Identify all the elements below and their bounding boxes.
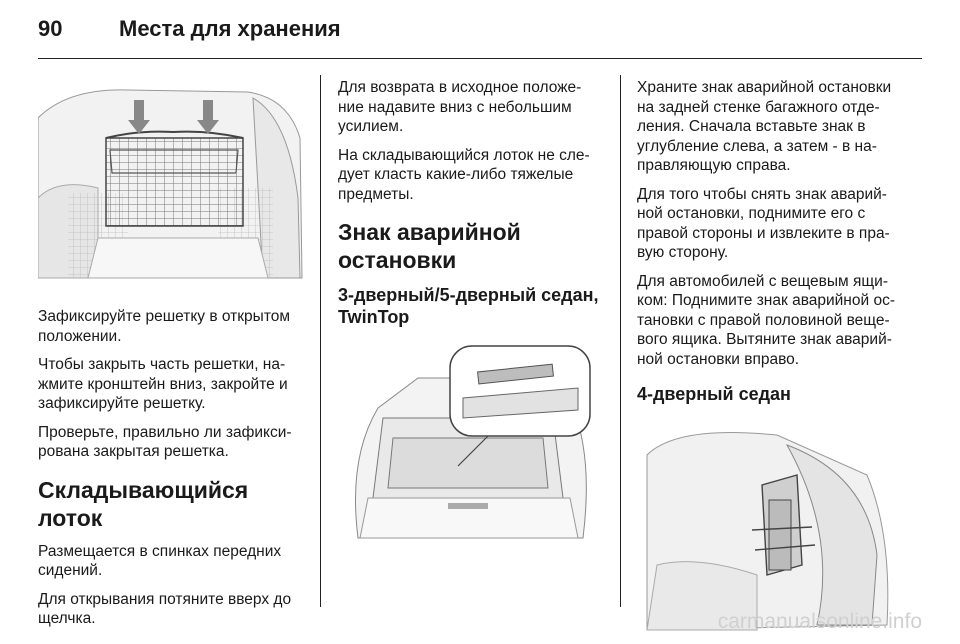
page-title: Места для хранения bbox=[119, 16, 341, 41]
subsection-heading: 4-дверный седан bbox=[637, 384, 791, 404]
column-3 bbox=[637, 78, 905, 644]
section-heading: Складывающийся лоток bbox=[38, 476, 249, 531]
page-number: 90 bbox=[38, 16, 63, 41]
paragraph: Храните знак аварийной остановки на задней стенке багажного отде-ления. Сначала вставьте знак в углубление слева, а затем - в на-правляющую справа. bbox=[637, 79, 892, 174]
paragraph: Размещается в спинках передних сидений. bbox=[38, 542, 282, 579]
paragraph: Чтобы закрыть часть решетки, на-жмите кронштейн вниз, закройте и зафиксируйте решетку. bbox=[38, 356, 288, 412]
paragraph: На складывающийся лоток не сле-дует класть какие-либо тяжелые предметы. bbox=[338, 146, 590, 203]
column-divider-1 bbox=[320, 75, 321, 607]
header-rule bbox=[38, 58, 922, 59]
paragraph: Зафиксируйте решетку в открытом положении. bbox=[38, 308, 291, 345]
paragraph: Для открывания потяните вверх до щелчка. bbox=[38, 590, 292, 627]
subsection-heading: 3-дверный/5-дверный седан, TwinTop bbox=[338, 285, 599, 327]
paragraph: Для автомобилей с вещевым ящи-ком: Поднимите знак аварийной ос-тановки с правой половиной веще-вого ящика. Вытяните знак аварий-ной остановки вправо. bbox=[637, 272, 895, 368]
column-1 bbox=[38, 78, 306, 638]
column-divider-2 bbox=[620, 75, 621, 607]
paragraph: Для возврата в исходное положе-ние надавите вниз с небольшим усилием. bbox=[338, 79, 582, 135]
column-2 bbox=[338, 78, 606, 553]
cargo-grille-illustration bbox=[38, 78, 304, 288]
watermark: carmanualsonline.info bbox=[717, 610, 922, 633]
sedan-trunk-warning-triangle-illustration bbox=[637, 415, 899, 639]
paragraph: Для того чтобы снять знак аварий-ной остановки, поднимите его с правой стороны и извлеките в пра-вую сторону. bbox=[637, 185, 890, 261]
section-heading: Знак аварийной остановки bbox=[338, 219, 521, 273]
paragraph: Проверьте, правильно ли зафикси-рована закрытая решетка. bbox=[38, 423, 292, 460]
hatchback-trunk-illustration bbox=[338, 338, 600, 548]
